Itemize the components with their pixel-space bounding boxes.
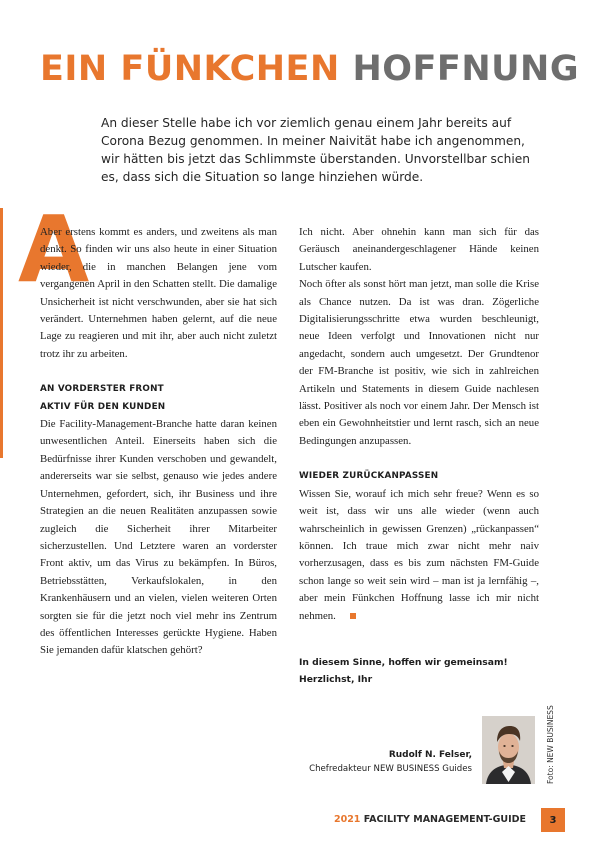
body-paragraph: Aber erstens kommt es anders, und zweitens als man denkt. So finden wir uns also heute in einer Situation wieder, die in manchen Belangen jene vom vergangenen April in den Schatten stellt. Die damalige Unsicherheit ist nicht verschwunden, aber sie hat sich verändert. Unternehmen haben gelernt, auf die neue Lage zu reagieren und mit ihr, aber auch nicht zuletzt trotz ihr zu arbeiten.	[40, 226, 277, 360]
footer-year: 2021	[333, 814, 361, 825]
accent-bar	[0, 208, 3, 458]
body-paragraph: Ich nicht. Aber ohnehin kann man sich für das Geräusch aneinandergeschlagener Hände keinen Lutscher kaufen.	[299, 226, 539, 273]
body-text: Wissen Sie, worauf ich mich sehr freue? Wenn es so weit ist, dass wir uns alle wieder (wenn auch wahrscheinlich in gewissen Grenzen) „rückanpassen“ können. Ich traue mich zwar nicht mehr naiv vorherzusagen, dass es bis zum nächsten FM-Guide schon lange so weit sein wird – man ist ja lernfähig –, aber mein Fünkchen Hoffnung lasse ich mir nicht nehmen.	[299, 487, 539, 622]
author-name: Rudolf N. Felser,	[388, 750, 472, 760]
body-paragraph: Noch öfter als sonst hört man jetzt, man solle die Krise als Chance nutzen. Da ist was dran. Zögerliche Digitalisierungsschritte etwa wurden beschleunigt, neue Ideen verfolgt und Innovationen nicht nur angedacht, sondern auch umgesetzt. Der Grundtenor der FM-Branche ist positiv, wie sich in zahlreichen Artikeln und Statements in diesem Guide nachlesen lässt. Positiver als noch vor einem Jahr. Der Mensch ist eben ein Gewohnheitstier und lernt rasch, sich an neue Bedingungen anzupassen.	[299, 278, 539, 447]
lead-paragraph: An dieser Stelle habe ich vor ziemlich genau einem Jahr bereits auf Corona Bezug genommen. In meiner Naivität habe ich angenommen, wir hätten bis jetzt das Schlimmste überstanden. Unvorstellbar schien es, dass sich die Situation so lange hinziehen würde.	[101, 116, 530, 184]
title-highlight: EIN FÜNKCHEN	[40, 49, 340, 89]
portrait-illustration	[482, 716, 535, 784]
closing	[299, 654, 539, 688]
body-paragraph: Die Facility-Management-Branche hatte daran keinen unwesentlichen Anteil. Einerseits haben sich die Bedürfnisse ihrer Kunden verschoben und gewandelt, andererseits war sie selbst, genauso wie jedes andere Unternehmen, gefordert, sich, ihr Business und ihre Strategien an die neuen Realitäten anzupassen sowie zugleich die Sicherheit ihrer Mitarbeiter sicherzustellen. Und Letztere waren an vorderster Front aktiv, um das Virus zu bekämpfen. In Büros, Betriebsstätten, Verkaufslokalen, in den Krankenhäusern und an vielen, vielen weiteren Orten sorgten sie für die jetzt noch viel mehr ins Zentrum des öffentlichen Interesses gerückte Hygiene. Haben Sie jemanden dafür klatschen gehört?	[40, 418, 277, 657]
page-title	[40, 48, 579, 90]
photo-credit: Foto: NEW BUSINESS	[546, 705, 555, 784]
page-number: 3	[541, 808, 565, 832]
author-portrait	[482, 716, 535, 784]
right-column	[299, 224, 539, 625]
subheading	[40, 381, 277, 416]
footer-guide-name: FACILITY MANAGEMENT-GUIDE	[363, 814, 526, 825]
footer	[334, 813, 526, 827]
subheading-line: AN VORDERSTER FRONT	[40, 384, 164, 395]
end-mark-icon	[350, 613, 356, 619]
closing-line: In diesem Sinne, hoffen wir gemeinsam!	[299, 657, 508, 668]
author-role: Chefredakteur NEW BUSINESS Guides	[309, 764, 472, 774]
body-paragraph	[299, 486, 539, 625]
closing-line: Herzlichst, Ihr	[299, 674, 373, 685]
subheading-line: AKTIV FÜR DEN KUNDEN	[40, 401, 166, 412]
left-column	[40, 224, 277, 660]
title-rest: HOFFNUNG	[352, 49, 580, 89]
subheading: WIEDER ZURÜCKANPASSEN	[299, 471, 439, 482]
author-signature	[309, 748, 472, 776]
drop-cap: A	[18, 196, 90, 303]
